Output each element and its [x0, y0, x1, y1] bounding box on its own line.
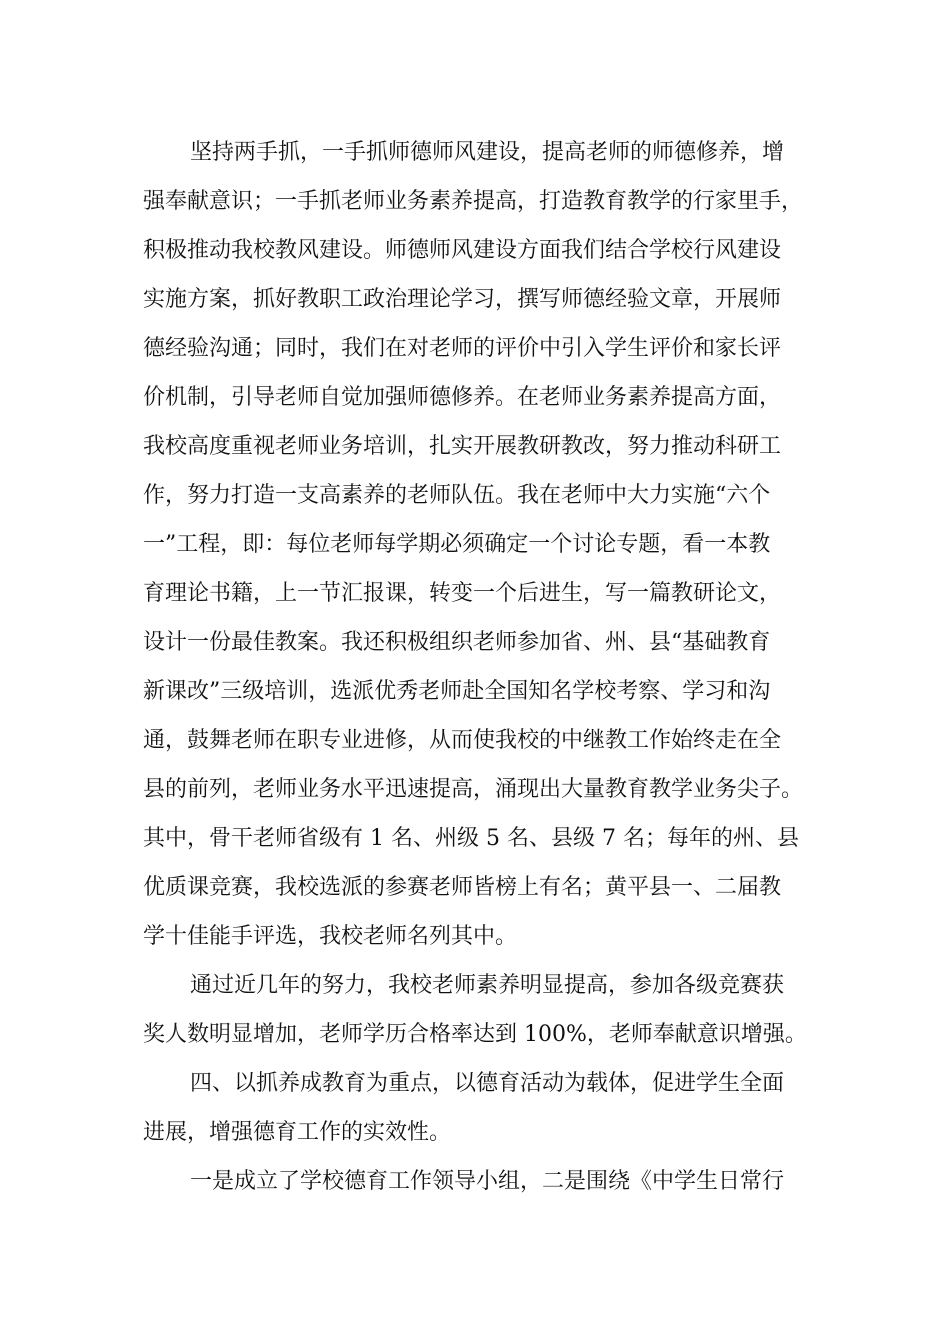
paragraph-line: 德经验沟通；同时，我们在对老师的评价中引入学生评价和家长评	[143, 336, 782, 361]
paragraph-line: 价机制，引导老师自觉加强师德修养。在老师业务素养提高方面，	[143, 385, 782, 410]
paragraph-line: 新课改”三级培训，选派优秀老师赴全国知名学校考察、学习和沟	[143, 679, 771, 704]
paragraph-line: 通过近几年的努力，我校老师素养明显提高，参加各级竞赛获	[190, 973, 785, 998]
paragraph-line: 实施方案，抓好教职工政治理论学习，撰写师德经验文章，开展师	[143, 287, 782, 312]
paragraph-line: 育理论书籍，上一节汇报课，转变一个后进生，写一篇教研论文，	[143, 581, 782, 606]
paragraph-line: 优质课竞赛，我校选派的参赛老师皆榜上有名；黄平县一、二届教	[143, 875, 782, 900]
paragraph-line: 强奉献意识；一手抓老师业务素养提高，打造教育教学的行家里手，	[143, 189, 804, 214]
section-heading-line: 进展，增强德育工作的实效性。	[143, 1120, 452, 1145]
paragraph-line: 其中，骨干老师省级有 1 名、州级 5 名、县级 7 名；每年的州、县	[143, 826, 799, 851]
paragraph-line: 我校高度重视老师业务培训，扎实开展教研教改，努力推动科研工	[143, 434, 782, 459]
paragraph-line: 作，努力打造一支高素养的老师队伍。我在老师中大力实施“六个	[143, 483, 771, 508]
paragraph-line: 通，鼓舞老师在职专业进修，从而使我校的中继教工作始终走在全	[143, 728, 782, 753]
paragraph-line: 设计一份最佳教案。我还积极组织老师参加省、州、县“基础教育	[143, 630, 771, 655]
paragraph-line: 奖人数明显增加，老师学历合格率达到 100%，老师奉献意识增强。	[143, 1022, 807, 1047]
paragraph-line: 一是成立了学校德育工作领导小组，二是围绕《中学生日常行	[190, 1169, 785, 1194]
paragraph-line: 县的前列，老师业务水平迅速提高，涌现出大量教育教学业务尖子。	[143, 777, 804, 802]
paragraph-line: 坚持两手抓，一手抓师德师风建设，提高老师的师德修养，增	[190, 140, 785, 165]
paragraph-line: 学十佳能手评选，我校老师名列其中。	[143, 924, 518, 949]
paragraph-line: 积极推动我校教风建设。师德师风建设方面我们结合学校行风建设	[143, 238, 782, 263]
paragraph-line: 一”工程，即：每位老师每学期必须确定一个讨论专题，看一本教	[143, 532, 771, 557]
section-heading-line: 四、以抓养成教育为重点，以德育活动为载体，促进学生全面	[190, 1071, 785, 1096]
